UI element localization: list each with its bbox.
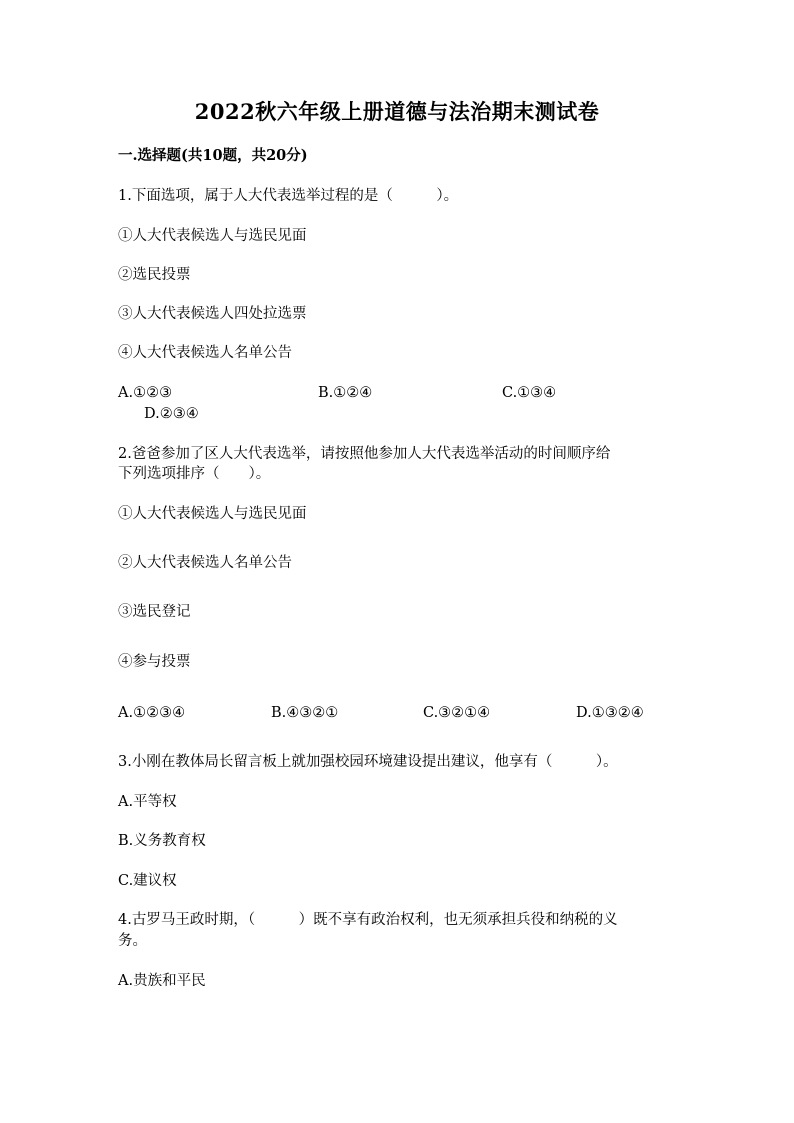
question-4-option-a: A.贵族和平民 (118, 973, 206, 989)
question-1-item-2: ②选民投票 (118, 267, 191, 283)
question-3-option-b: B.义务教育权 (118, 833, 206, 849)
question-1-item-1: ①人大代表候选人与选民见面 (118, 228, 307, 244)
question-2-option-c: C.③②①④ (423, 705, 491, 721)
section-heading: 一.选择题(共10题，共20分) (118, 147, 308, 164)
question-2-option-b: B.④③②① (271, 705, 339, 721)
question-3-option-a: A.平等权 (118, 794, 177, 810)
page-title: 2022秋六年级上册道德与法治期末测试卷 (194, 99, 600, 124)
question-2-item-1: ①人大代表候选人与选民见面 (118, 506, 307, 522)
question-3-option-c: C.建议权 (118, 873, 177, 889)
question-1-option-a: A.①②③ (118, 385, 173, 401)
question-1-option-d: D.②③④ (144, 406, 199, 422)
question-2-option-a: A.①②③④ (118, 705, 186, 721)
question-2-option-d: D.①③②④ (576, 705, 644, 721)
question-1-option-c: C.①③④ (502, 385, 557, 401)
question-2-item-2: ②人大代表候选人名单公告 (118, 555, 292, 571)
question-2-stem-line-2: 下列选项排序（ ）。 (118, 466, 271, 482)
question-2-item-4: ④参与投票 (118, 654, 191, 670)
question-2-stem-line-1: 2.爸爸参加了区人大代表选举，请按照他参加人大代表选举活动的时间顺序给 (118, 446, 611, 462)
question-1-item-4: ④人大代表候选人名单公告 (118, 345, 292, 361)
question-3-stem: 3.小刚在教体局长留言板上就加强校园环境建设提出建议，他享有（ ）。 (118, 754, 618, 770)
question-1-option-b: B.①②④ (318, 385, 373, 401)
question-4-stem-line-2: 务。 (118, 933, 147, 949)
question-4-stem-line-1: 4.古罗马王政时期，（ ）既不享有政治权利，也无须承担兵役和纳税的义 (118, 912, 618, 928)
question-2-item-3: ③选民登记 (118, 604, 191, 620)
question-1-item-3: ③人大代表候选人四处拉选票 (118, 306, 307, 322)
question-1-stem: 1.下面选项，属于人大代表选举过程的是（ ）。 (118, 188, 459, 204)
